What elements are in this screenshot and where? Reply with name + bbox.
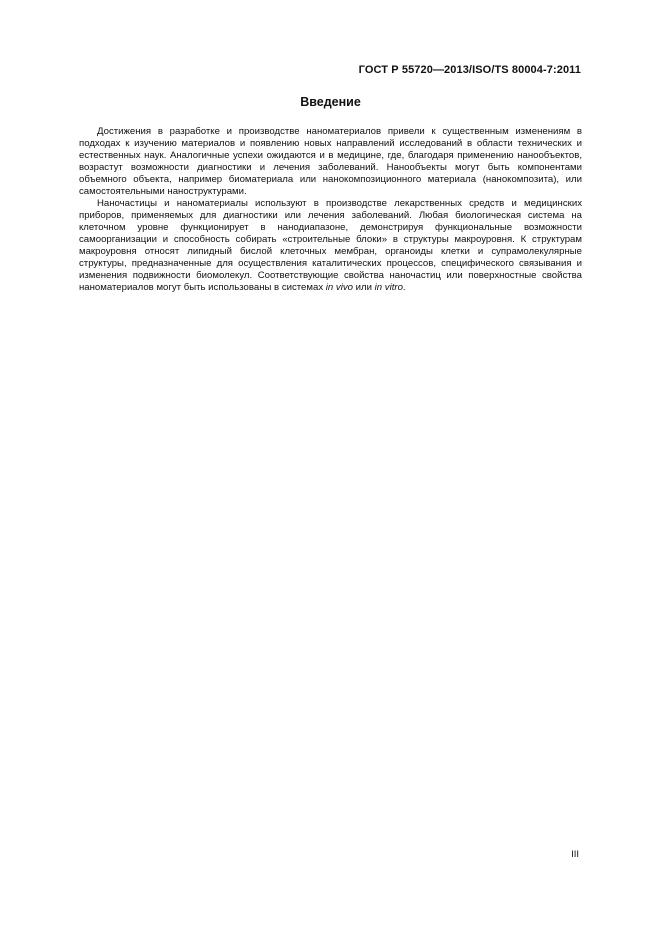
- section-title: Введение: [300, 95, 361, 109]
- italic-term-in-vivo: in vivo: [325, 282, 353, 293]
- standard-code-header: ГОСТ Р 55720—2013/ISO/TS 80004-7:2011: [358, 64, 581, 76]
- sentence-end: .: [402, 282, 406, 293]
- italic-term-in-vitro: in vitro: [374, 282, 403, 293]
- body-text: [79, 126, 582, 294]
- connector-or: или: [353, 282, 375, 293]
- page-number: III: [571, 849, 579, 860]
- paragraph-2-text: Наночастицы и наноматериалы используют в производстве лекарственных средств и медицинских приборов, применяемых для диагностики или лечения заболеваний. Любая биологическая система на клеточном уровне функционирует в нанодиапазоне, демонстрируя функциональные возможности самоорганизации и способность собирать «строительные блоки» в структуры макроуровня. К структурам макроуровня относят липидный бислой клеточных мембран, органоиды клетки и супрамолекулярные структуры, предназначенные для осуществления каталитических процессов, специфического связывания и изменения подвижности биомолекул. Соответствующие свойства наночастиц или поверхностные свойства наноматериалов могут быть использованы в системах: [79, 198, 582, 293]
- paragraph-1: Достижения в разработке и производстве наноматериалов привели к существенным изменениям в подходах к изучению материалов и появлению новых направлений исследований в области технических и естественных наук. Аналогичные успехи ожидаются и в медицине, где, благодаря применению нанообъектов, возрастут возможности диагностики и лечения заболеваний. Нанообъекты могут быть компонентами объемного объекта, например биоматериала или нанокомпозиционного материала (нанокомпозита), или самостоятельными наноструктурами.: [79, 126, 582, 197]
- paragraph-2: [79, 198, 582, 294]
